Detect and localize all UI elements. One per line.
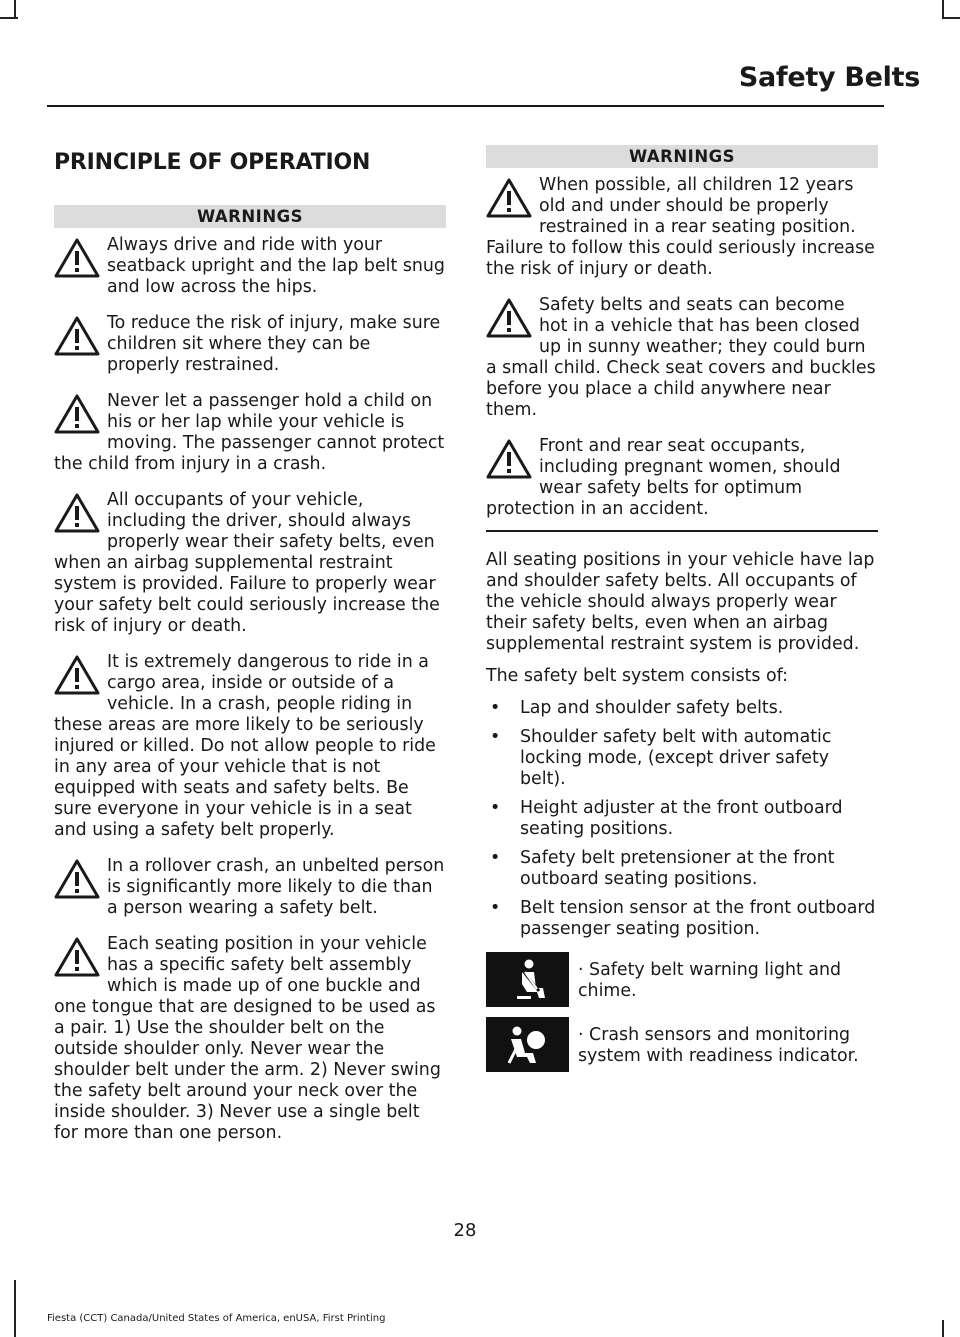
warning-text: It is extremely dangerous to ride in a cargo area, inside or outside of a vehicle. In a crash, people riding in these areas are more likely to be seriously injured or killed. Do not allow people to ride in any area of your vehicle that is not equipped with seats and safety belts. Be sure everyone in your vehicle is in a seat and using a safety belt properly. [54, 652, 436, 840]
indicator-row [486, 952, 878, 1007]
warning-triangle-icon [54, 315, 100, 357]
right-column [486, 145, 878, 1082]
section-title: PRINCIPLE OF OPERATION [54, 150, 371, 175]
crop-mark [942, 0, 944, 18]
list-item [486, 798, 878, 840]
list-item-text: Lap and shoulder safety belts. [520, 698, 784, 718]
warning-icon-wrap [54, 235, 107, 297]
warning-icon-wrap [54, 490, 107, 552]
warning-icon-wrap [486, 436, 539, 498]
warning-icon-wrap [54, 391, 107, 453]
bullet-glyph: • [490, 727, 501, 747]
system-components-list [486, 698, 878, 940]
warning-text: When possible, all children 12 years old and under should be properly restrained in a rear seating position. Failure to follow this could seriously increase the risk of injury or death. [486, 175, 875, 279]
page-number: 28 [453, 1220, 477, 1241]
list-item [486, 698, 878, 719]
warning-text: Each seating position in your vehicle has a specific safety belt assembly which is made up of one buckle and one tongue that are designed to be used as a pair. 1) Use the shoulder belt on the outside shoulder only. Never wear the shoulder belt under the arm. 2) Never swing the safety belt around your neck over the inside shoulder. 3) Never use a single belt for more than one person. [54, 934, 441, 1143]
warning-triangle-icon [54, 492, 100, 534]
warning-icon-wrap [54, 856, 107, 918]
warning-text: Always drive and ride with your seatback upright and the lap belt snug and low across the hips. [107, 235, 445, 297]
warnings-heading: WARNINGS [54, 205, 446, 228]
left-column [54, 145, 446, 1159]
indicator-list [486, 952, 878, 1072]
crop-mark [0, 17, 18, 19]
warning-triangle-icon [54, 237, 100, 279]
warning-icon-wrap [486, 295, 539, 357]
warning-icon-wrap [54, 934, 107, 996]
list-item [486, 727, 878, 790]
list-item [486, 898, 878, 940]
warning-text: All occupants of your vehicle, including the driver, should always properly wear their safety belts, even when an airbag supplemental restraint system is provided. Failure to properly wear your safety belt could seriously increase the risk of injury or death. [54, 490, 440, 636]
warning-text: To reduce the risk of injury, make sure children sit where they can be properly restrained. [107, 313, 441, 375]
bullet-glyph: • [490, 698, 501, 718]
warning-triangle-icon [54, 936, 100, 978]
list-item-text: Shoulder safety belt with automatic locking mode, (except driver safety belt). [520, 727, 832, 789]
warning-triangle-icon [486, 177, 532, 219]
indicator-row [486, 1017, 878, 1072]
page-header-title: Safety Belts [738, 62, 920, 93]
warning-icon-wrap [54, 652, 107, 714]
warning-text: Never let a passenger hold a child on his or her lap while your vehicle is moving. The passenger cannot protect the child from injury in a crash. [54, 391, 445, 474]
indicator-text: · Crash sensors and monitoring system with readiness indicator. [578, 1025, 859, 1066]
warning-icon-wrap [486, 175, 539, 237]
crop-mark [14, 0, 16, 18]
warning-text: In a rollover crash, an unbelted person is significantly more likely to die than a person wearing a safety belt. [107, 856, 445, 918]
warnings-list [486, 175, 878, 520]
warning-item [54, 490, 446, 637]
warning-item [54, 856, 446, 919]
warnings-list [54, 235, 446, 1144]
seatbelt-warning-icon [486, 952, 569, 1007]
warning-item [54, 235, 446, 298]
indicator-text: · Safety belt warning light and chime. [578, 960, 842, 1001]
system-label: The safety belt system consists of: [486, 666, 788, 686]
warning-triangle-icon [54, 654, 100, 696]
warning-item [54, 313, 446, 376]
warning-item [54, 391, 446, 475]
intro-paragraph: All seating positions in your vehicle have lap and shoulder safety belts. All occupants of the vehicle should always properly wear their safety belts, even when an airbag supplemental restraint system is provided. [486, 550, 875, 654]
airbag-indicator-icon [486, 1017, 569, 1072]
warning-triangle-icon [54, 858, 100, 900]
list-item-text: Belt tension sensor at the front outboard passenger seating position. [520, 898, 876, 939]
warning-text: Safety belts and seats can become hot in a vehicle that has been closed up in sunny weather; they could burn a small child. Check seat covers and buckles before you place a child anywhere near them. [486, 295, 876, 420]
crop-mark [942, 17, 960, 19]
list-item [486, 848, 878, 890]
warnings-heading: WARNINGS [486, 145, 878, 168]
warning-item [486, 175, 878, 280]
warning-icon-wrap [54, 313, 107, 375]
list-item-text: Height adjuster at the front outboard seating positions. [520, 798, 843, 839]
warning-item [486, 436, 878, 520]
bullet-glyph: • [490, 848, 501, 868]
warning-triangle-icon [486, 297, 532, 339]
warning-item [54, 934, 446, 1144]
warning-item [486, 295, 878, 421]
bullet-glyph: • [490, 798, 501, 818]
warning-text: Front and rear seat occupants, including pregnant women, should wear safety belts for optimum protection in an accident. [486, 436, 841, 519]
header-rule [47, 105, 884, 107]
warning-triangle-icon [486, 438, 532, 480]
warnings-end-rule [486, 530, 878, 532]
footer-text: Fiesta (CCT) Canada/United States of America, enUSA, First Printing [47, 1313, 386, 1324]
warning-item [54, 652, 446, 841]
list-item-text: Safety belt pretensioner at the front outboard seating positions. [520, 848, 835, 889]
crop-mark [942, 1320, 944, 1337]
crop-mark [14, 1280, 16, 1337]
bullet-glyph: • [490, 898, 501, 918]
warning-triangle-icon [54, 393, 100, 435]
